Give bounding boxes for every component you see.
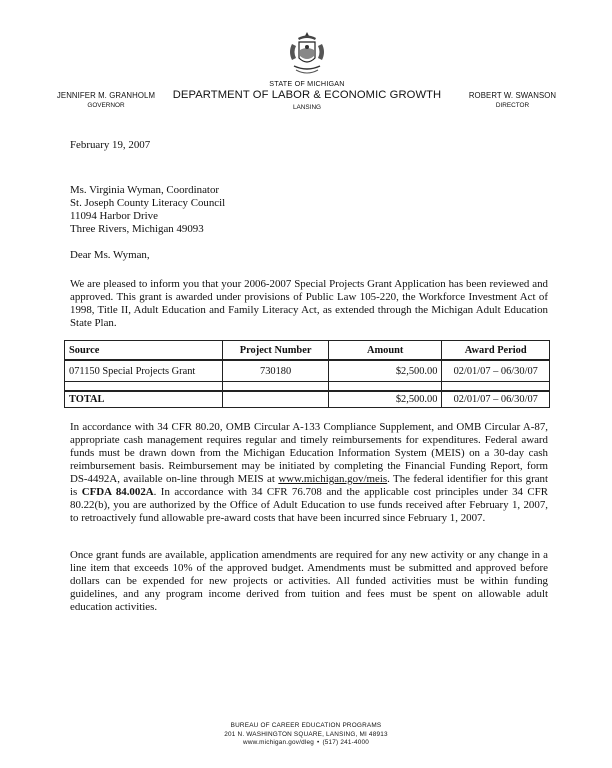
cell-award-period: 02/01/07 – 06/30/07: [442, 360, 550, 382]
footer-phone: (517) 241-4000: [322, 739, 369, 747]
paragraph-text: . The federal identifier for this grant is: [70, 473, 548, 498]
meis-link[interactable]: www.michigan.gov/meis: [278, 473, 388, 485]
grant-table: [64, 340, 550, 408]
cfda-number: CFDA 84.002A: [81, 486, 154, 498]
letter-date: February 19, 2007: [70, 139, 151, 151]
cell-total-amount: $2,500.00: [328, 391, 442, 408]
state-name: STATE OF MICHIGAN: [269, 79, 345, 88]
cell-total-period: 02/01/07 – 06/30/07: [442, 391, 550, 408]
footer-contact: [166, 739, 446, 748]
paragraph-amendments: Once grant funds are available, application amendments are required for any new activity or any change in a line item that exceeds 10% of the approved budget. Amendments must be submitted and approved before dollars can be expended for new projects or activities. All funded activities must be within funding guidelines, and any program income derived from tuition and fees must be spent on allowable adult education activities.: [70, 549, 548, 613]
department-name: DEPARTMENT OF LABOR & ECONOMIC GROWTH: [172, 89, 442, 102]
city-name: LANSING: [292, 104, 322, 112]
footer-website[interactable]: www.michigan.gov/dleg: [243, 739, 315, 747]
state-seal-icon: [284, 30, 330, 78]
paragraph-approval: We are pleased to inform you that your 2006-2007 Special Projects Grant Application has been reviewed and approved. This grant is awarded under provisions of Public Law 105-220, the Workforce Investment Act of 1998, Title II, Adult Education and Family Literacy Act, as extended through the Michigan Adult Education State Plan.: [70, 278, 548, 329]
cell-total-project: [223, 391, 329, 408]
cell-project-number: 730180: [223, 360, 329, 382]
recipient-address: [70, 184, 225, 236]
header-amount: Amount: [328, 341, 442, 361]
cell-total-label: TOTAL: [65, 391, 223, 408]
governor-block: [30, 92, 182, 109]
salutation: Dear Ms. Wyman,: [70, 249, 150, 261]
governor-title: GOVERNOR: [87, 101, 125, 109]
table-total-row: [65, 391, 550, 408]
recipient-line: St. Joseph County Literacy Council: [70, 197, 226, 209]
letterhead: [166, 80, 448, 112]
cell-source: 071150 Special Projects Grant: [65, 360, 223, 382]
governor-name: JENNIFER M. GRANHOLM: [56, 91, 156, 100]
table-header-row: [65, 341, 550, 361]
recipient-line: Three Rivers, Michigan 49093: [70, 223, 204, 235]
paragraph-text: . In accordance with 34 CFR 76.708 and the applicable cost principles under 34 CFR 80.22(b), you are authorized by the Office of Adult Education to use funds received after February 1, 2007, to retroactively fund allowable pre-award costs that have been incurred since February 1, 2007.: [70, 486, 549, 524]
table-row: [65, 360, 550, 382]
table-spacer-row: [65, 382, 550, 392]
bullet-separator: •: [317, 739, 320, 747]
director-block: [440, 92, 585, 109]
paragraph-cash-management: [70, 421, 548, 525]
header-source: Source: [65, 341, 223, 361]
header-award-period: Award Period: [442, 341, 550, 361]
recipient-line: Ms. Virginia Wyman, Coordinator: [70, 184, 220, 196]
director-title: DIRECTOR: [495, 101, 530, 109]
letter-footer: [166, 722, 446, 748]
director-name: ROBERT W. SWANSON: [468, 91, 557, 100]
footer-bureau: BUREAU OF CAREER EDUCATION PROGRAMS: [230, 722, 382, 729]
cell-amount: $2,500.00: [328, 360, 442, 382]
recipient-line: 11094 Harbor Drive: [70, 210, 158, 222]
paragraph-text: In accordance with 34 CFR 80.20, OMB Circular A-133 Compliance Supplement, and OMB Circular A-87, appropriate cash management requires regular and timely reimbursements for expenditures. Federal award funds must be drawn down from the Michigan Education Information System (MEIS) on a 30-day cash reimbursement basis. Reimbursement may be initiated by completing the Financial Funding Report, form DS-4492A, available on-line through MEIS at: [70, 421, 548, 485]
header-project-number: Project Number: [223, 341, 329, 361]
footer-address: 201 N. WASHINGTON SQUARE, LANSING, MI 48913: [224, 730, 388, 738]
